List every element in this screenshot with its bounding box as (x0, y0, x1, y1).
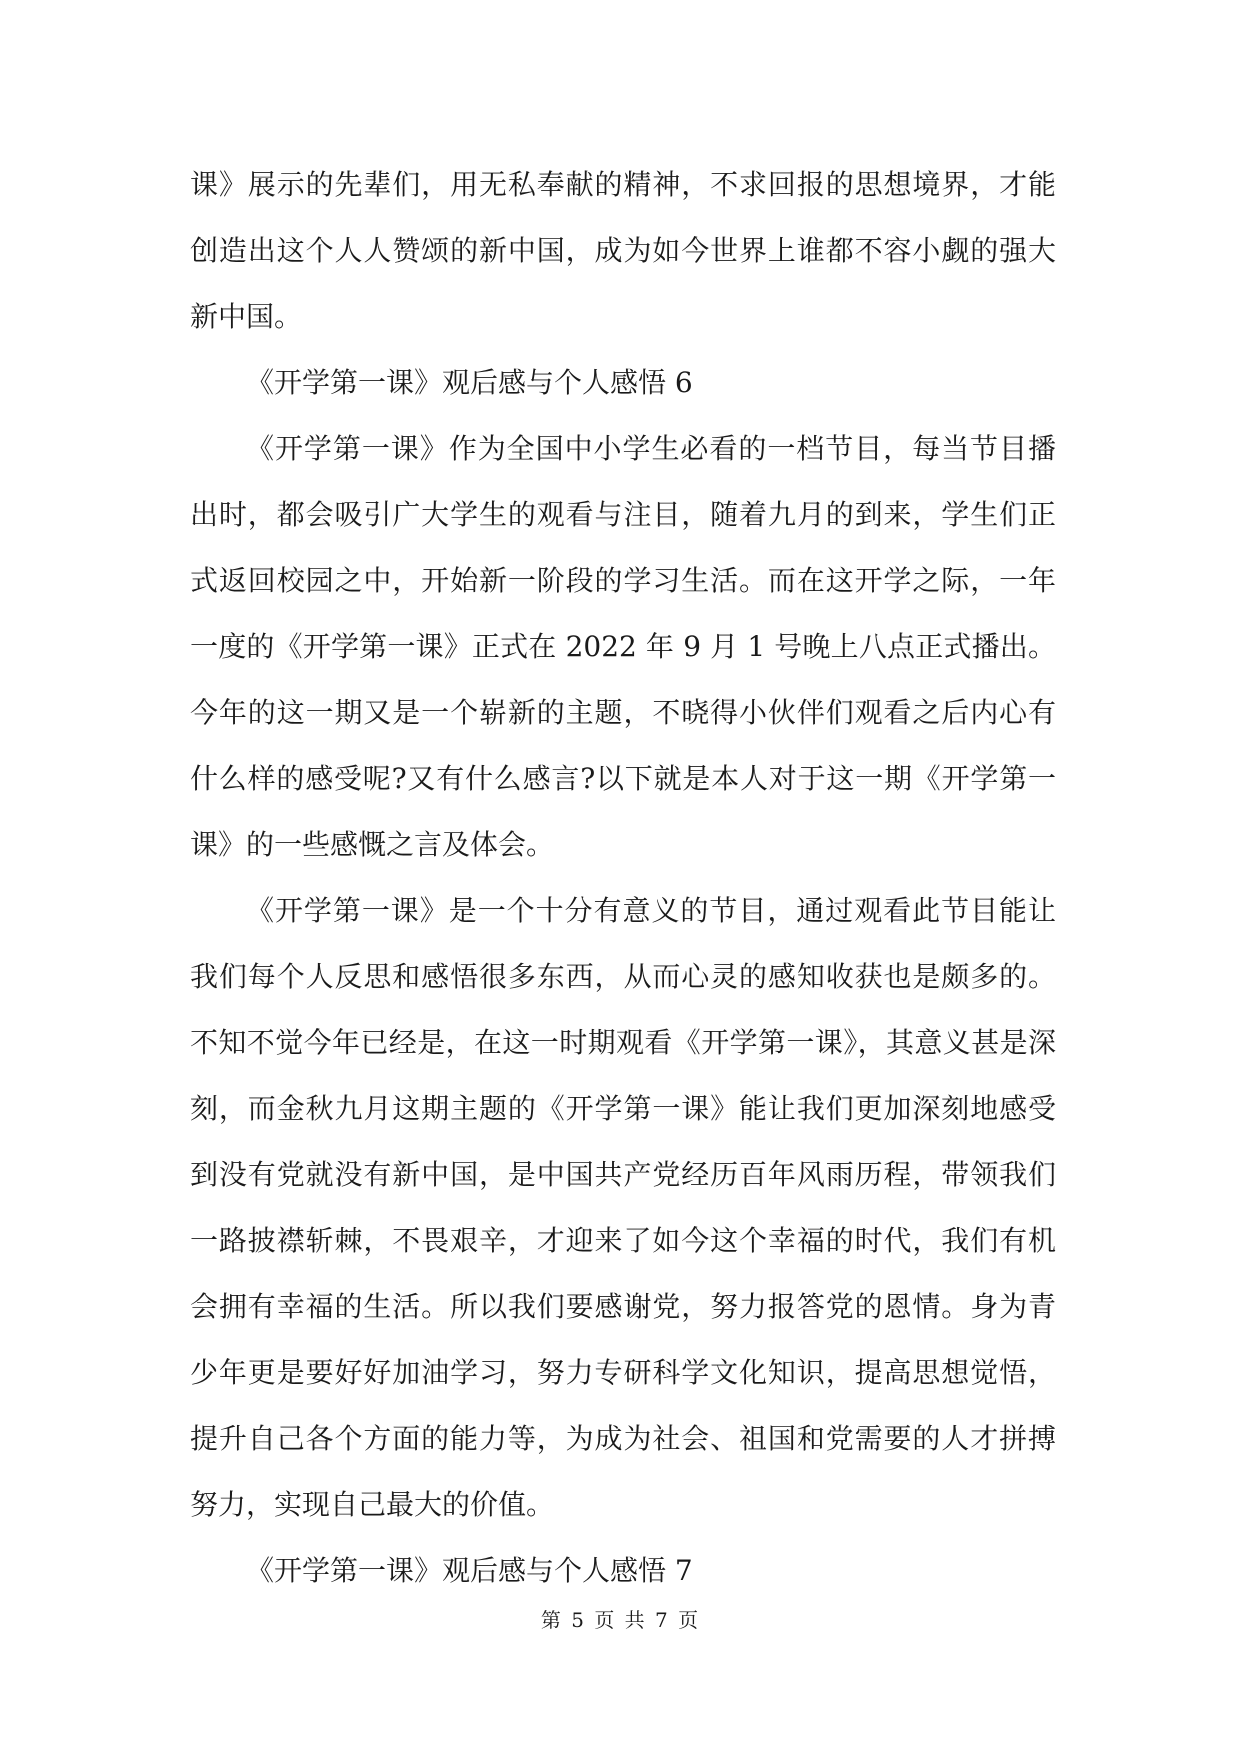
section-heading-6: 《开学第一课》观后感与个人感悟 6 (246, 366, 693, 399)
paragraph-continuation: 课》展示的先辈们，用无私奉献的精神，不求回报的思想境界，才能创造出这个人人赞颂的新中国，成为如今世界上谁都不容小觑的强大新中国。 (190, 168, 1056, 333)
page-number-footer: 第 5 页 共 7 页 (540, 1608, 701, 1632)
section-heading-7: 《开学第一课》观后感与个人感悟 7 (246, 1554, 693, 1587)
document-body (190, 152, 1056, 1604)
paragraph: 《开学第一课》作为全国中小学生必看的一档节目，每当节目播出时，都会吸引广大学生的观看与注目，随着九月的到来，学生们正式返回校园之中，开始新一阶段的学习生活。而在这开学之际，一年一度的《开学第一课》正式在 2022 年 9 月 1 号晚上八点正式播出。今年的这一期又是一个崭新的主题，不晓得小伙伴们观看之后内心有什么样的感受呢?又有什么感言?以下就是本人对于这一期《开学第一课》的一些感慨之言及体会。 (190, 432, 1056, 861)
paragraph: 《开学第一课》是一个十分有意义的节目，通过观看此节目能让我们每个人反思和感悟很多东西，从而心灵的感知收获也是颇多的。不知不觉今年已经是，在这一时期观看《开学第一课》，其意义甚是深刻，而金秋九月这期主题的《开学第一课》能让我们更加深刻地感受到没有党就没有新中国，是中国共产党经历百年风雨历程，带领我们一路披襟斩棘，不畏艰辛，才迎来了如今这个幸福的时代，我们有机会拥有幸福的生活。所以我们要感谢党，努力报答党的恩情。身为青少年更是要好好加油学习，努力专研科学文化知识，提高思想觉悟，提升自己各个方面的能力等，为成为社会、祖国和党需要的人才拼搏努力，实现自己最大的价值。 (190, 894, 1056, 1521)
